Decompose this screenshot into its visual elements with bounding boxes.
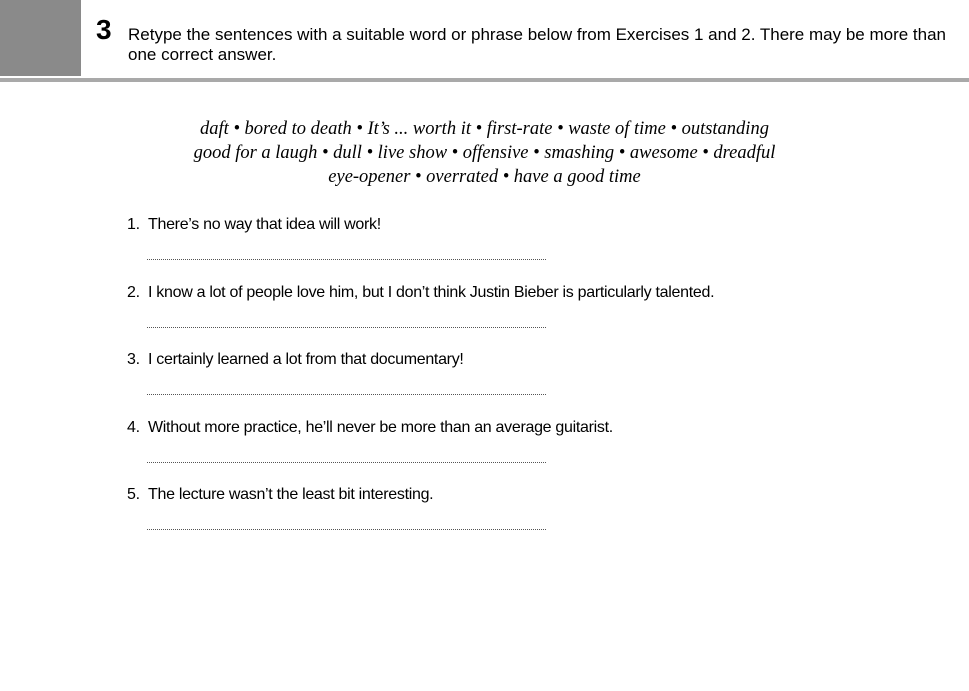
item-sentence: I certainly learned a lot from that documentary!: [148, 351, 464, 368]
exercise-item: [127, 215, 927, 283]
item-number: 5.: [127, 486, 140, 503]
exercise-item: [127, 485, 927, 553]
answer-line[interactable]: [147, 529, 546, 530]
exercise-instruction: Retype the sentences with a suitable word or phrase below from Exercises 1 and 2. There may be more than one correct answer.: [128, 25, 947, 64]
word-box-line: good for a laugh • dull • live show • offensive • smashing • awesome • dreadful: [193, 143, 776, 163]
item-sentence: The lecture wasn’t the least bit interesting.: [148, 486, 434, 503]
item-number: 1.: [127, 216, 140, 233]
exercise-items: [127, 215, 927, 553]
word-box-line: eye-opener • overrated • have a good time: [328, 167, 641, 187]
item-number: 2.: [127, 283, 140, 301]
exercise-item: [127, 350, 927, 418]
answer-line[interactable]: [147, 327, 546, 328]
answer-line[interactable]: [147, 259, 546, 260]
exercise-item: [127, 283, 927, 351]
item-sentence: Without more practice, he’ll never be more than an average guitarist.: [148, 418, 613, 436]
answer-line[interactable]: [147, 462, 546, 463]
word-box-line: daft • bored to death • It’s ... worth it • first-rate • waste of time • outstanding: [200, 119, 769, 139]
item-number: 4.: [127, 418, 140, 436]
item-sentence: There’s no way that idea will work!: [148, 216, 381, 233]
item-sentence: I know a lot of people love him, but I don’t think Justin Bieber is particularly talented.: [148, 283, 715, 301]
item-number: 3.: [127, 351, 140, 368]
exercise-number: 3: [96, 14, 112, 45]
header-gray-block: [0, 0, 81, 76]
exercise-item: [127, 418, 927, 486]
word-box: [100, 117, 869, 189]
header-divider: [0, 78, 969, 82]
answer-line[interactable]: [147, 394, 546, 395]
